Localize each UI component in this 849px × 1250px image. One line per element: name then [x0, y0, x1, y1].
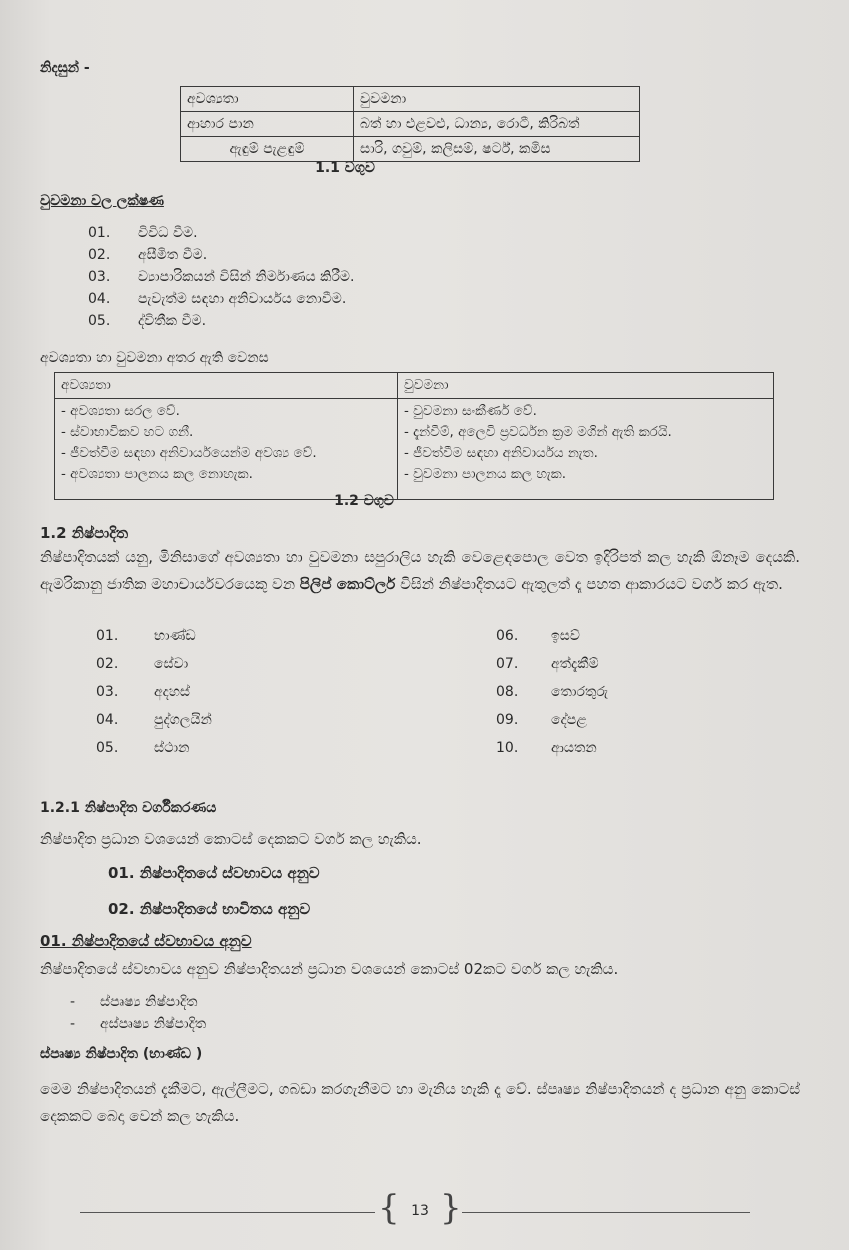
needs-wants-example-table	[180, 86, 640, 162]
list-text: ව්‍යාපාරිකයන් විසින් නිර්මාණය කිරීම.	[138, 269, 355, 285]
needs-point: - ජීවත්වීම සඳහා අනිවාර්යයෙන්ම අවශ්‍ය වේ.	[61, 445, 317, 461]
classification-item: 02. නිෂ්පාදිතයේ භාවිතය අනුව	[108, 900, 311, 918]
list-text: භාණ්ඩ	[154, 628, 196, 644]
table-1-caption: 1.1 වගුව	[315, 160, 375, 176]
paragraph-text: විසින් නිෂ්පාදිතයට ඇතුලත් දෑ පහත ආකාරයට වර්ග කර ඇත.	[395, 575, 783, 593]
list-text: අදහස්	[154, 684, 190, 700]
table-header-row	[181, 87, 640, 112]
list-number: 04.	[88, 291, 111, 307]
section-heading: 1.2 නිෂ්පාදිත	[40, 524, 129, 542]
list-text: පැවැත්ම සඳහා අනිවාර්යය නොවීම.	[138, 291, 347, 307]
table-row	[181, 112, 640, 137]
list-text: ආයතන	[551, 740, 597, 756]
author-name: පිලිප් කොට්ලර්	[299, 575, 396, 593]
list-dash: -	[70, 1016, 76, 1032]
classification-intro: නිෂ්පාදිත ප්‍රධාන වශයෙන් කොටස් දෙකකට වර්ග කල හැකිය.	[40, 830, 422, 848]
section-heading: ස්පෘෂ්‍ය නිෂ්පාදිත (භාණ්ඩ )	[40, 1046, 203, 1062]
list-number: 05.	[88, 313, 111, 329]
section-heading: 01. නිෂ්පාදිතයේ ස්වභාවය අනුව	[40, 932, 252, 950]
list-text: ස්පෘෂ්‍ය නිෂ්පාදිත	[100, 994, 198, 1010]
list-number: 02.	[96, 656, 119, 672]
difference-heading: අවශ්‍යතා හා වුවමනා අතර ඇති වෙනස	[40, 350, 269, 366]
page-number: 13	[411, 1203, 429, 1219]
table-header-cell: අවශ්‍යතා	[55, 373, 398, 399]
example-label: නිදසුන් -	[40, 60, 90, 76]
tangible-paragraph: මෙම නිෂ්පාදිතයන් දැකීමට, ඇල්ලීමට, ගබඩා කරගැනීමට හා මැනිය හැකි දෑ වේ. ස්පෘෂ්‍ය නිෂ්පාදිතයන් ද ප්‍රධාන අනු කොටස් දෙකකට බෙදා වෙන් කල හැකිය.	[40, 1080, 800, 1125]
list-text: තොරතුරු	[551, 684, 609, 700]
list-text: අත්දැකීම්	[551, 656, 599, 672]
list-text: අස්පෘෂ්‍ය නිෂ්පාදිත	[100, 1016, 207, 1032]
list-text: ඉසව්	[551, 628, 580, 644]
nature-paragraph: නිෂ්පාදිතයේ ස්වභාවය අනුව නිෂ්පාදිතයන් ප්‍රධාන වශයෙන් කොටස් 02කට වර්ග කල හැකිය.	[40, 960, 619, 978]
table-row	[55, 399, 774, 500]
table-row	[181, 137, 640, 162]
table-header-row	[55, 373, 774, 399]
difference-needs-cell	[55, 399, 398, 500]
difference-wants-cell	[398, 399, 774, 500]
table-header-cell: වුවමනා	[354, 87, 640, 112]
table-cell: බත් හා එළවළු, ධාන්‍ය, රොටී, කිරිබත්	[354, 112, 640, 137]
table-header-cell: වුවමනා	[398, 373, 774, 399]
footer-left-bracket: {	[378, 1188, 400, 1228]
list-number: 01.	[88, 225, 111, 241]
footer-rule-left	[80, 1212, 375, 1213]
list-text: අසීමිත වීම.	[138, 247, 208, 263]
wants-features-heading: වුවමනා වල ලක්ෂණ	[40, 193, 164, 209]
wants-point: - වුවමනා සංකීර්ණ වේ.	[404, 403, 537, 419]
list-number: 03.	[88, 269, 111, 285]
list-text: දේපළ	[551, 712, 587, 728]
list-text: සේවා	[154, 656, 189, 672]
paragraph-text: නිෂ්පාදිතයක් යනු, මිනිසාගේ අවශ්‍යතා හා වුවමනා සපුරාලිය හැකි වෙළෙඳපොල වෙත ඉදිරිපත් කල හැකි ඕනෑම දෙයකි. ඇමරිකානු ජාතික මහාචාර්යවරයෙකු වන	[40, 548, 800, 593]
list-number: 08.	[496, 684, 519, 700]
classification-item: 01. නිෂ්පාදිතයේ ස්වභාවය අනුව	[108, 864, 320, 882]
list-number: 04.	[96, 712, 119, 728]
list-text: ස්ථාන	[154, 740, 190, 756]
list-number: 01.	[96, 628, 119, 644]
list-number: 09.	[496, 712, 519, 728]
list-number: 05.	[96, 740, 119, 756]
list-number: 07.	[496, 656, 519, 672]
needs-point: - ස්වාභාවිකව හට ගනී.	[61, 424, 194, 440]
footer-right-bracket: }	[440, 1188, 462, 1228]
list-number: 03.	[96, 684, 119, 700]
table-header-cell: අවශ්‍යතා	[181, 87, 354, 112]
list-number: 02.	[88, 247, 111, 263]
list-number: 10.	[496, 740, 519, 756]
list-text: විවිධ වීම.	[138, 225, 198, 241]
table-cell: සාරි, ගවුම්, කලිසම්, ෂර්ට්, කමිස	[354, 137, 640, 162]
wants-point: - දැන්වීම්, අලෙවි ප්‍රවර්ධන ක්‍රම මගින් ඇති කරයි.	[404, 424, 672, 440]
wants-point: - ජීවත්වීම සඳහා අනිවාර්යය නැත.	[404, 445, 598, 461]
needs-point: - අවශ්‍යතා පාලනය කල නොහැක.	[61, 466, 253, 482]
section-heading: 1.2.1 නිෂ්පාදිත වර්ගීකරණය	[40, 800, 217, 816]
table-2-caption: 1.2 වගුව	[334, 493, 394, 509]
table-cell: ආහාර පාන	[181, 112, 354, 137]
products-definition-paragraph	[40, 544, 800, 598]
list-text: පුද්ගලයින්	[154, 712, 212, 728]
list-dash: -	[70, 994, 76, 1010]
difference-table	[54, 372, 774, 500]
needs-point: - අවශ්‍යතා සරල වේ.	[61, 403, 180, 419]
wants-point: - වුවමනා පාලනය කල හැක.	[404, 466, 567, 482]
list-number: 06.	[496, 628, 519, 644]
list-text: ද්විතීක වීම.	[138, 313, 207, 329]
footer-rule-right	[462, 1212, 750, 1213]
table-cell: ඇඳුම් පැළඳුම්	[181, 137, 354, 162]
